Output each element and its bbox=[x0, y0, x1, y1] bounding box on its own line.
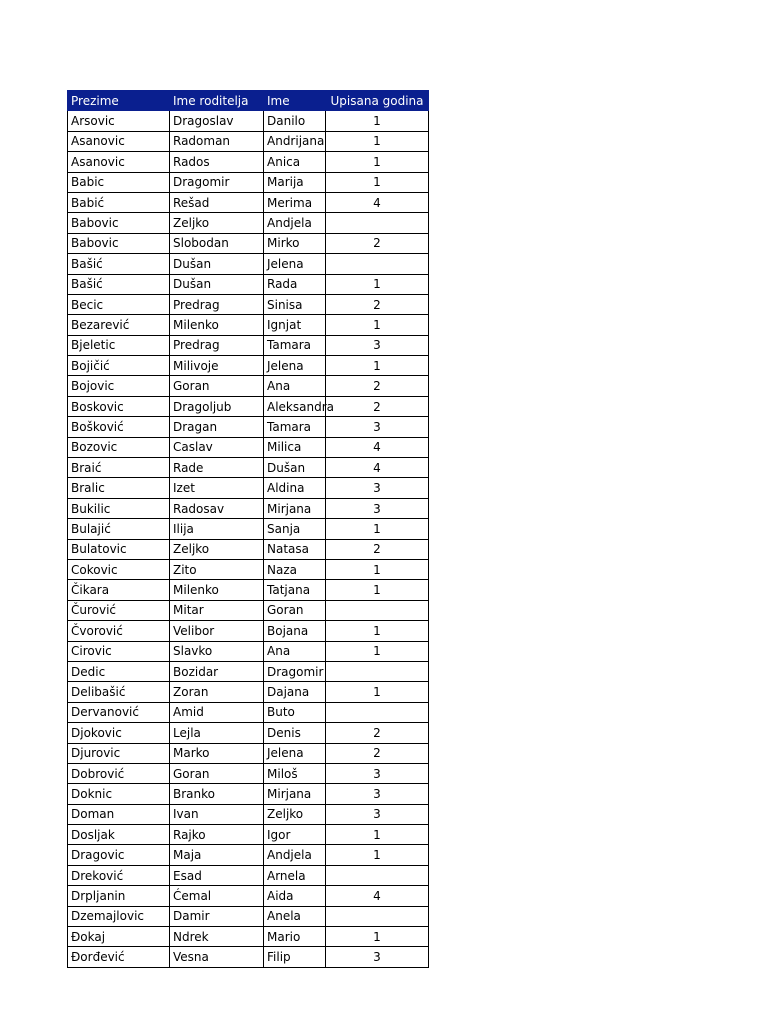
cell-ime-roditelja[interactable]: Caslav bbox=[170, 437, 264, 457]
cell-ime-roditelja[interactable]: Branko bbox=[170, 784, 264, 804]
cell-ime[interactable]: Sinisa bbox=[264, 294, 326, 314]
table-row bbox=[68, 356, 429, 376]
cell-ime[interactable]: Tamara bbox=[264, 417, 326, 437]
cell-upisana-godina[interactable] bbox=[326, 661, 429, 681]
table-row bbox=[68, 192, 429, 212]
cell-ime-roditelja[interactable]: Lejla bbox=[170, 723, 264, 743]
cell-prezime[interactable]: Djokovic bbox=[68, 723, 170, 743]
cell-ime-roditelja[interactable]: Zito bbox=[170, 559, 264, 579]
cell-prezime[interactable]: Bojičić bbox=[68, 356, 170, 376]
cell-ime[interactable]: Buto bbox=[264, 702, 326, 722]
cell-upisana-godina[interactable]: 3 bbox=[326, 763, 429, 783]
table-row bbox=[68, 213, 429, 233]
cell-ime-roditelja[interactable]: Ivan bbox=[170, 804, 264, 824]
table-row bbox=[68, 763, 429, 783]
students-table bbox=[67, 90, 429, 968]
table-row bbox=[68, 437, 429, 457]
cell-ime-roditelja[interactable]: Marko bbox=[170, 743, 264, 763]
cell-ime-roditelja[interactable]: Predrag bbox=[170, 294, 264, 314]
cell-ime[interactable]: Igor bbox=[264, 825, 326, 845]
cell-upisana-godina[interactable]: 2 bbox=[326, 723, 429, 743]
cell-ime-roditelja[interactable]: Dragan bbox=[170, 417, 264, 437]
header-row bbox=[68, 91, 429, 111]
cell-upisana-godina[interactable] bbox=[326, 865, 429, 885]
cell-prezime[interactable]: Bošković bbox=[68, 417, 170, 437]
cell-ime[interactable]: Aleksandra bbox=[264, 396, 326, 416]
cell-prezime[interactable]: Bjeletic bbox=[68, 335, 170, 355]
cell-ime[interactable]: Mirjana bbox=[264, 784, 326, 804]
cell-prezime[interactable]: Delibašić bbox=[68, 682, 170, 702]
cell-upisana-godina[interactable]: 1 bbox=[326, 315, 429, 335]
cell-prezime[interactable]: Braić bbox=[68, 458, 170, 478]
cell-upisana-godina[interactable]: 1 bbox=[326, 274, 429, 294]
table-row bbox=[68, 906, 429, 926]
cell-upisana-godina[interactable]: 3 bbox=[326, 498, 429, 518]
cell-prezime[interactable]: Dedic bbox=[68, 661, 170, 681]
cell-ime-roditelja[interactable]: Ilija bbox=[170, 519, 264, 539]
table-row bbox=[68, 315, 429, 335]
table-row bbox=[68, 233, 429, 253]
table-row bbox=[68, 743, 429, 763]
table-row bbox=[68, 947, 429, 967]
cell-ime[interactable]: Jelena bbox=[264, 356, 326, 376]
table-row bbox=[68, 886, 429, 906]
cell-ime[interactable]: Miloš bbox=[264, 763, 326, 783]
table-row bbox=[68, 702, 429, 722]
cell-upisana-godina[interactable]: 3 bbox=[326, 804, 429, 824]
cell-prezime[interactable]: Bulajić bbox=[68, 519, 170, 539]
cell-upisana-godina[interactable]: 2 bbox=[326, 233, 429, 253]
cell-prezime[interactable]: Asanovic bbox=[68, 131, 170, 151]
cell-ime-roditelja[interactable]: Dragomir bbox=[170, 172, 264, 192]
cell-ime-roditelja[interactable]: Milenko bbox=[170, 315, 264, 335]
cell-prezime[interactable]: Đorđević bbox=[68, 947, 170, 967]
cell-ime[interactable]: Goran bbox=[264, 600, 326, 620]
header-ime-roditelja[interactable]: Ime roditelja bbox=[170, 91, 264, 111]
cell-ime-roditelja[interactable]: Dušan bbox=[170, 274, 264, 294]
cell-ime[interactable]: Merima bbox=[264, 192, 326, 212]
table-row bbox=[68, 641, 429, 661]
cell-ime[interactable]: Zeljko bbox=[264, 804, 326, 824]
cell-upisana-godina[interactable]: 1 bbox=[326, 927, 429, 947]
cell-upisana-godina[interactable]: 1 bbox=[326, 641, 429, 661]
cell-prezime[interactable]: Babic bbox=[68, 172, 170, 192]
cell-prezime[interactable]: Bojovic bbox=[68, 376, 170, 396]
cell-ime-roditelja[interactable]: Zeljko bbox=[170, 213, 264, 233]
cell-upisana-godina[interactable]: 2 bbox=[326, 743, 429, 763]
cell-upisana-godina[interactable]: 2 bbox=[326, 376, 429, 396]
cell-ime-roditelja[interactable]: Dragoljub bbox=[170, 396, 264, 416]
cell-upisana-godina[interactable]: 4 bbox=[326, 192, 429, 212]
cell-ime[interactable]: Dajana bbox=[264, 682, 326, 702]
cell-upisana-godina[interactable]: 1 bbox=[326, 356, 429, 376]
cell-ime-roditelja[interactable]: Radosav bbox=[170, 498, 264, 518]
cell-ime-roditelja[interactable]: Dušan bbox=[170, 254, 264, 274]
cell-upisana-godina[interactable]: 1 bbox=[326, 580, 429, 600]
cell-upisana-godina[interactable] bbox=[326, 906, 429, 926]
table-row bbox=[68, 172, 429, 192]
cell-ime-roditelja[interactable]: Slavko bbox=[170, 641, 264, 661]
cell-ime[interactable]: Ana bbox=[264, 376, 326, 396]
cell-ime[interactable]: Marija bbox=[264, 172, 326, 192]
cell-ime-roditelja[interactable]: Ndrek bbox=[170, 927, 264, 947]
cell-prezime[interactable]: Doman bbox=[68, 804, 170, 824]
cell-ime[interactable]: Andrijana bbox=[264, 131, 326, 151]
cell-ime[interactable]: Sanja bbox=[264, 519, 326, 539]
cell-ime-roditelja[interactable]: Damir bbox=[170, 906, 264, 926]
cell-ime[interactable]: Natasa bbox=[264, 539, 326, 559]
table-row bbox=[68, 539, 429, 559]
cell-ime[interactable]: Bojana bbox=[264, 621, 326, 641]
cell-ime[interactable]: Andjela bbox=[264, 845, 326, 865]
cell-prezime[interactable]: Čurović bbox=[68, 600, 170, 620]
cell-ime[interactable]: Denis bbox=[264, 723, 326, 743]
cell-ime[interactable]: Ignjat bbox=[264, 315, 326, 335]
cell-prezime[interactable]: Becic bbox=[68, 294, 170, 314]
cell-upisana-godina[interactable]: 1 bbox=[326, 845, 429, 865]
cell-upisana-godina[interactable]: 1 bbox=[326, 519, 429, 539]
table-row bbox=[68, 478, 429, 498]
spreadsheet bbox=[67, 90, 429, 968]
cell-ime[interactable]: Filip bbox=[264, 947, 326, 967]
header-upisana-godina[interactable]: Upisana godina bbox=[326, 91, 429, 111]
cell-ime-roditelja[interactable]: Amid bbox=[170, 702, 264, 722]
cell-ime[interactable]: Anica bbox=[264, 152, 326, 172]
cell-ime-roditelja[interactable]: Zoran bbox=[170, 682, 264, 702]
table-row bbox=[68, 580, 429, 600]
table-row bbox=[68, 784, 429, 804]
cell-ime[interactable]: Milica bbox=[264, 437, 326, 457]
cell-ime-roditelja[interactable]: Izet bbox=[170, 478, 264, 498]
cell-prezime[interactable]: Čvorović bbox=[68, 621, 170, 641]
cell-prezime[interactable]: Drpljanin bbox=[68, 886, 170, 906]
table-row bbox=[68, 498, 429, 518]
cell-ime[interactable]: Tatjana bbox=[264, 580, 326, 600]
table-row bbox=[68, 621, 429, 641]
cell-ime-roditelja[interactable]: Bozidar bbox=[170, 661, 264, 681]
cell-upisana-godina[interactable]: 4 bbox=[326, 437, 429, 457]
cell-prezime[interactable]: Cirovic bbox=[68, 641, 170, 661]
table-row bbox=[68, 152, 429, 172]
cell-ime-roditelja[interactable]: Goran bbox=[170, 376, 264, 396]
cell-upisana-godina[interactable]: 3 bbox=[326, 478, 429, 498]
table-row bbox=[68, 274, 429, 294]
cell-upisana-godina[interactable]: 3 bbox=[326, 417, 429, 437]
table-row bbox=[68, 376, 429, 396]
cell-prezime[interactable]: Dervanović bbox=[68, 702, 170, 722]
cell-ime-roditelja[interactable]: Radoman bbox=[170, 131, 264, 151]
cell-ime[interactable]: Aida bbox=[264, 886, 326, 906]
table-row bbox=[68, 519, 429, 539]
cell-prezime[interactable]: Asanovic bbox=[68, 152, 170, 172]
cell-ime-roditelja[interactable]: Dragoslav bbox=[170, 111, 264, 131]
cell-ime[interactable]: Rada bbox=[264, 274, 326, 294]
cell-upisana-godina[interactable]: 3 bbox=[326, 947, 429, 967]
cell-prezime[interactable]: Bašić bbox=[68, 274, 170, 294]
cell-prezime[interactable]: Dragovic bbox=[68, 845, 170, 865]
cell-upisana-godina[interactable] bbox=[326, 213, 429, 233]
cell-prezime[interactable]: Čikara bbox=[68, 580, 170, 600]
cell-prezime[interactable]: Bukilic bbox=[68, 498, 170, 518]
cell-ime-roditelja[interactable]: Rade bbox=[170, 458, 264, 478]
cell-ime-roditelja[interactable]: Zeljko bbox=[170, 539, 264, 559]
cell-upisana-godina[interactable]: 1 bbox=[326, 825, 429, 845]
cell-prezime[interactable]: Boskovic bbox=[68, 396, 170, 416]
cell-prezime[interactable]: Dzemajlovic bbox=[68, 906, 170, 926]
cell-ime-roditelja[interactable]: Vesna bbox=[170, 947, 264, 967]
table-row bbox=[68, 723, 429, 743]
cell-prezime[interactable]: Cokovic bbox=[68, 559, 170, 579]
cell-upisana-godina[interactable]: 3 bbox=[326, 335, 429, 355]
cell-ime[interactable]: Jelena bbox=[264, 743, 326, 763]
cell-ime-roditelja[interactable]: Velibor bbox=[170, 621, 264, 641]
cell-prezime[interactable]: Bulatovic bbox=[68, 539, 170, 559]
cell-upisana-godina[interactable]: 2 bbox=[326, 294, 429, 314]
cell-ime-roditelja[interactable]: Rešad bbox=[170, 192, 264, 212]
cell-prezime[interactable]: Đokaj bbox=[68, 927, 170, 947]
cell-ime[interactable]: Dragomir bbox=[264, 661, 326, 681]
table-row bbox=[68, 294, 429, 314]
table-row bbox=[68, 458, 429, 478]
cell-ime-roditelja[interactable]: Milivoje bbox=[170, 356, 264, 376]
cell-ime-roditelja[interactable]: Esad bbox=[170, 865, 264, 885]
cell-ime-roditelja[interactable]: Predrag bbox=[170, 335, 264, 355]
cell-prezime[interactable]: Arsovic bbox=[68, 111, 170, 131]
cell-ime-roditelja[interactable]: Rados bbox=[170, 152, 264, 172]
cell-upisana-godina[interactable]: 1 bbox=[326, 682, 429, 702]
cell-ime-roditelja[interactable]: Maja bbox=[170, 845, 264, 865]
cell-ime[interactable]: Dušan bbox=[264, 458, 326, 478]
cell-prezime[interactable]: Djurovic bbox=[68, 743, 170, 763]
table-row bbox=[68, 254, 429, 274]
cell-ime[interactable]: Tamara bbox=[264, 335, 326, 355]
cell-prezime[interactable]: Babić bbox=[68, 192, 170, 212]
cell-upisana-godina[interactable] bbox=[326, 702, 429, 722]
table-row bbox=[68, 131, 429, 151]
cell-ime[interactable]: Jelena bbox=[264, 254, 326, 274]
cell-ime[interactable]: Mario bbox=[264, 927, 326, 947]
cell-ime[interactable]: Aldina bbox=[264, 478, 326, 498]
cell-upisana-godina[interactable]: 2 bbox=[326, 396, 429, 416]
cell-ime[interactable]: Naza bbox=[264, 559, 326, 579]
table-row bbox=[68, 804, 429, 824]
cell-upisana-godina[interactable]: 1 bbox=[326, 131, 429, 151]
cell-upisana-godina[interactable]: 4 bbox=[326, 886, 429, 906]
table-row bbox=[68, 927, 429, 947]
cell-ime-roditelja[interactable]: Slobodan bbox=[170, 233, 264, 253]
cell-upisana-godina[interactable]: 4 bbox=[326, 458, 429, 478]
cell-prezime[interactable]: Dosljak bbox=[68, 825, 170, 845]
cell-upisana-godina[interactable]: 1 bbox=[326, 172, 429, 192]
table-row bbox=[68, 825, 429, 845]
header-ime[interactable]: Ime bbox=[264, 91, 326, 111]
table-row bbox=[68, 682, 429, 702]
cell-upisana-godina[interactable]: 3 bbox=[326, 784, 429, 804]
table-row bbox=[68, 111, 429, 131]
cell-prezime[interactable]: Bralic bbox=[68, 478, 170, 498]
cell-ime[interactable]: Arnela bbox=[264, 865, 326, 885]
cell-ime-roditelja[interactable]: Goran bbox=[170, 763, 264, 783]
cell-ime[interactable]: Anela bbox=[264, 906, 326, 926]
cell-upisana-godina[interactable]: 2 bbox=[326, 539, 429, 559]
table-row bbox=[68, 396, 429, 416]
cell-ime[interactable]: Danilo bbox=[264, 111, 326, 131]
cell-prezime[interactable]: Babovic bbox=[68, 213, 170, 233]
table-row bbox=[68, 845, 429, 865]
table-row bbox=[68, 661, 429, 681]
header-prezime[interactable]: Prezime bbox=[68, 91, 170, 111]
cell-ime[interactable]: Mirjana bbox=[264, 498, 326, 518]
cell-ime-roditelja[interactable]: Milenko bbox=[170, 580, 264, 600]
cell-upisana-godina[interactable]: 1 bbox=[326, 559, 429, 579]
cell-prezime[interactable]: Babovic bbox=[68, 233, 170, 253]
table-row bbox=[68, 865, 429, 885]
table-row bbox=[68, 600, 429, 620]
cell-prezime[interactable]: Dobrović bbox=[68, 763, 170, 783]
table-row bbox=[68, 335, 429, 355]
cell-upisana-godina[interactable]: 1 bbox=[326, 152, 429, 172]
cell-upisana-godina[interactable]: 1 bbox=[326, 111, 429, 131]
cell-ime[interactable]: Mirko bbox=[264, 233, 326, 253]
cell-prezime[interactable]: Bašić bbox=[68, 254, 170, 274]
table-row bbox=[68, 559, 429, 579]
table-row bbox=[68, 417, 429, 437]
cell-ime-roditelja[interactable]: Rajko bbox=[170, 825, 264, 845]
cell-upisana-godina[interactable] bbox=[326, 254, 429, 274]
cell-prezime[interactable]: Bozovic bbox=[68, 437, 170, 457]
cell-prezime[interactable]: Doknic bbox=[68, 784, 170, 804]
cell-upisana-godina[interactable] bbox=[326, 600, 429, 620]
cell-ime-roditelja[interactable]: Mitar bbox=[170, 600, 264, 620]
cell-upisana-godina[interactable]: 1 bbox=[326, 621, 429, 641]
cell-ime-roditelja[interactable]: Ćemal bbox=[170, 886, 264, 906]
cell-ime[interactable]: Ana bbox=[264, 641, 326, 661]
cell-ime[interactable]: Andjela bbox=[264, 213, 326, 233]
cell-prezime[interactable]: Dreković bbox=[68, 865, 170, 885]
cell-prezime[interactable]: Bezarević bbox=[68, 315, 170, 335]
